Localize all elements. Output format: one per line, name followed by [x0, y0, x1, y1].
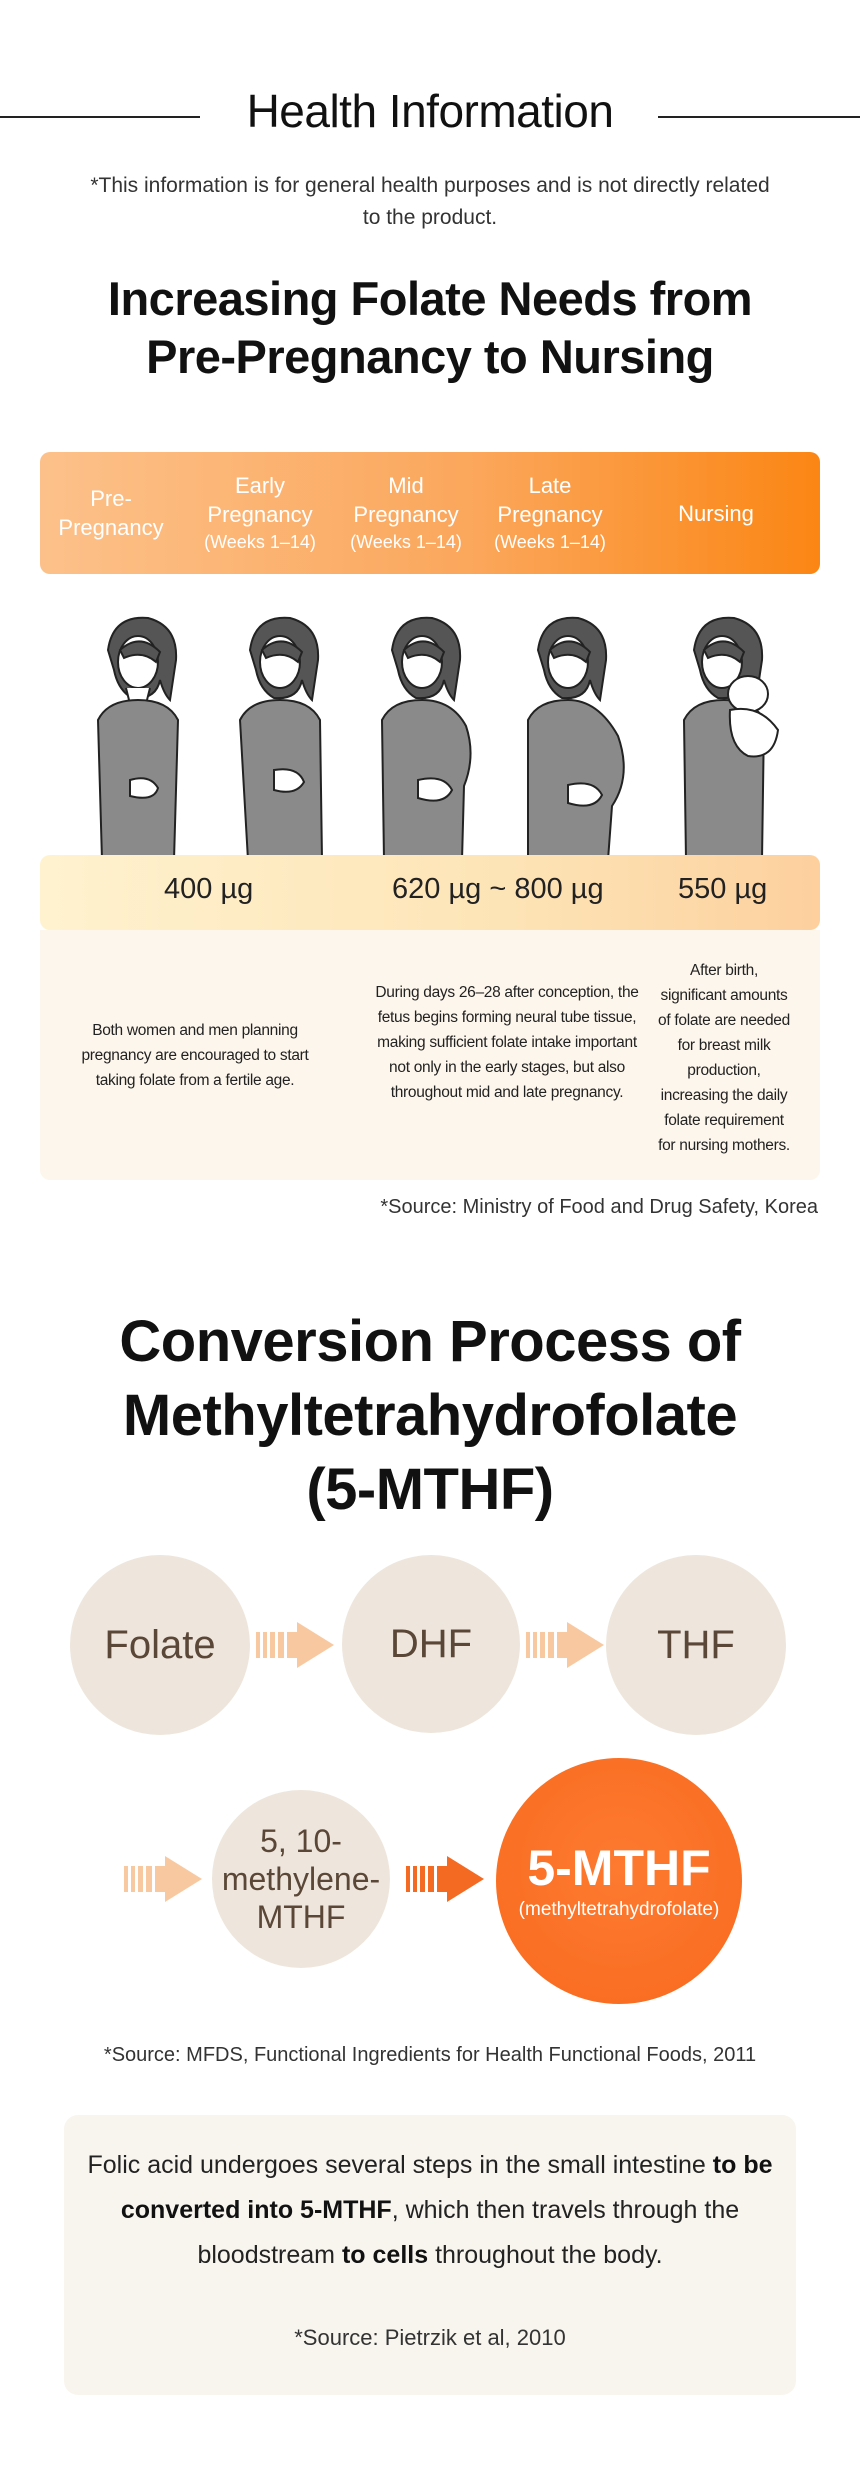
stage-label: Late [528, 473, 572, 498]
note-pregnancy: During days 26–28 after conception, the fetus begins forming neural tube tissue, making sufficient folate intake important not only in the early stages, but also throughout mid and late pregnancy. [375, 984, 639, 1101]
stage-weeks: (Weeks 1–14) [494, 532, 606, 552]
step-methylene-mthf [212, 1790, 390, 1968]
stage-label: Nursing [678, 500, 754, 526]
step4-line2: methylene- [221, 1861, 381, 1897]
arrow-right-icon [526, 1620, 606, 1670]
stage-label: Pre- [90, 486, 132, 511]
arrow-right-icon [406, 1854, 486, 1904]
final-label: 5-MTHF [527, 1840, 711, 1896]
stage-weeks: (Weeks 1–14) [350, 532, 462, 552]
woman-figure-icon [210, 610, 330, 860]
note-nursing: After birth, significant amounts of folate are needed for breast milk production, increasing the daily folate requirement for nursing mothers. [658, 962, 790, 1154]
disclaimer: *This information is for general health purposes and is not directly related to the product. [90, 174, 770, 229]
woman-figure-icon [352, 610, 482, 860]
section2-title-line2: Methyltetrahydrofolate [122, 1383, 738, 1448]
woman-figure-icon [68, 610, 188, 860]
woman-figure-icon [498, 610, 628, 860]
dose-pre-pregnancy: 400 µg [164, 873, 254, 905]
source-mfds-korea: *Source: Ministry of Food and Drug Safety, Korea [380, 1196, 818, 1218]
section1-title-line2: Pre-Pregnancy to Nursing [146, 330, 714, 383]
summary-text [84, 2143, 776, 2278]
step-thf: THF [606, 1555, 786, 1735]
stage-label: Early [234, 473, 286, 498]
summary-part: , which then travels through the bloodstream [197, 2196, 740, 2269]
summary-part: Folic acid undergoes several steps in the small intestine [87, 2151, 713, 2179]
section2-title [40, 1305, 820, 1527]
final-sublabel: (methyltetrahydrofolate) [518, 1899, 720, 1920]
stage-weeks: (Weeks 1–14) [204, 532, 316, 552]
step-folate: Folate [70, 1555, 250, 1735]
step4-line1: 5, 10- [260, 1823, 342, 1859]
source-pietrzik: *Source: Pietrzik et al, 2010 [294, 2325, 566, 2350]
section2-title-line1: Conversion Process of [119, 1309, 741, 1374]
stage-mid-pregnancy [344, 452, 468, 574]
dose-band [40, 855, 820, 930]
step4-line3: MTHF [256, 1899, 346, 1935]
dose-pregnancy: 620 µg ~ 800 µg [392, 873, 604, 905]
summary-emphasis: to be converted into 5-MTHF [120, 2151, 773, 2224]
dose-nursing: 550 µg [678, 873, 768, 905]
stage-pre-pregnancy [52, 452, 170, 574]
stage-label: Pregnancy [207, 502, 313, 527]
woman-illustrations [40, 610, 820, 860]
step-5-mthf [496, 1758, 742, 2004]
summary-box [64, 2115, 796, 2395]
source-mfds-2011: *Source: MFDS, Functional Ingredients for Health Functional Foods, 2011 [103, 2044, 757, 2066]
stage-label: Pregnancy [497, 502, 603, 527]
notes-panel [40, 930, 820, 1180]
header [0, 84, 860, 144]
arrow-right-icon [256, 1620, 336, 1670]
stage-bar [40, 452, 820, 574]
step-dhf: DHF [342, 1555, 520, 1733]
stage-early-pregnancy [200, 452, 320, 574]
note-pre-pregnancy: Both women and men planning pregnancy are encouraged to start taking folate from a fertile age. [81, 1022, 309, 1089]
woman-holding-baby-icon [664, 610, 794, 860]
section2-title-line3: (5-MTHF) [306, 1457, 554, 1522]
summary-emphasis: to cells [341, 2241, 429, 2269]
header-divider-right [658, 116, 860, 118]
stage-nursing [650, 452, 782, 574]
stage-label: Pregnancy [58, 515, 164, 540]
stage-late-pregnancy [490, 452, 610, 574]
page-title: Health Information [246, 85, 614, 137]
stage-label: Pregnancy [353, 502, 459, 527]
arrow-right-icon [124, 1854, 204, 1904]
stage-label: Mid [388, 473, 424, 498]
section1-title [40, 270, 820, 386]
summary-part: throughout the body. [428, 2241, 663, 2269]
section1-title-line1: Increasing Folate Needs from [107, 272, 753, 325]
